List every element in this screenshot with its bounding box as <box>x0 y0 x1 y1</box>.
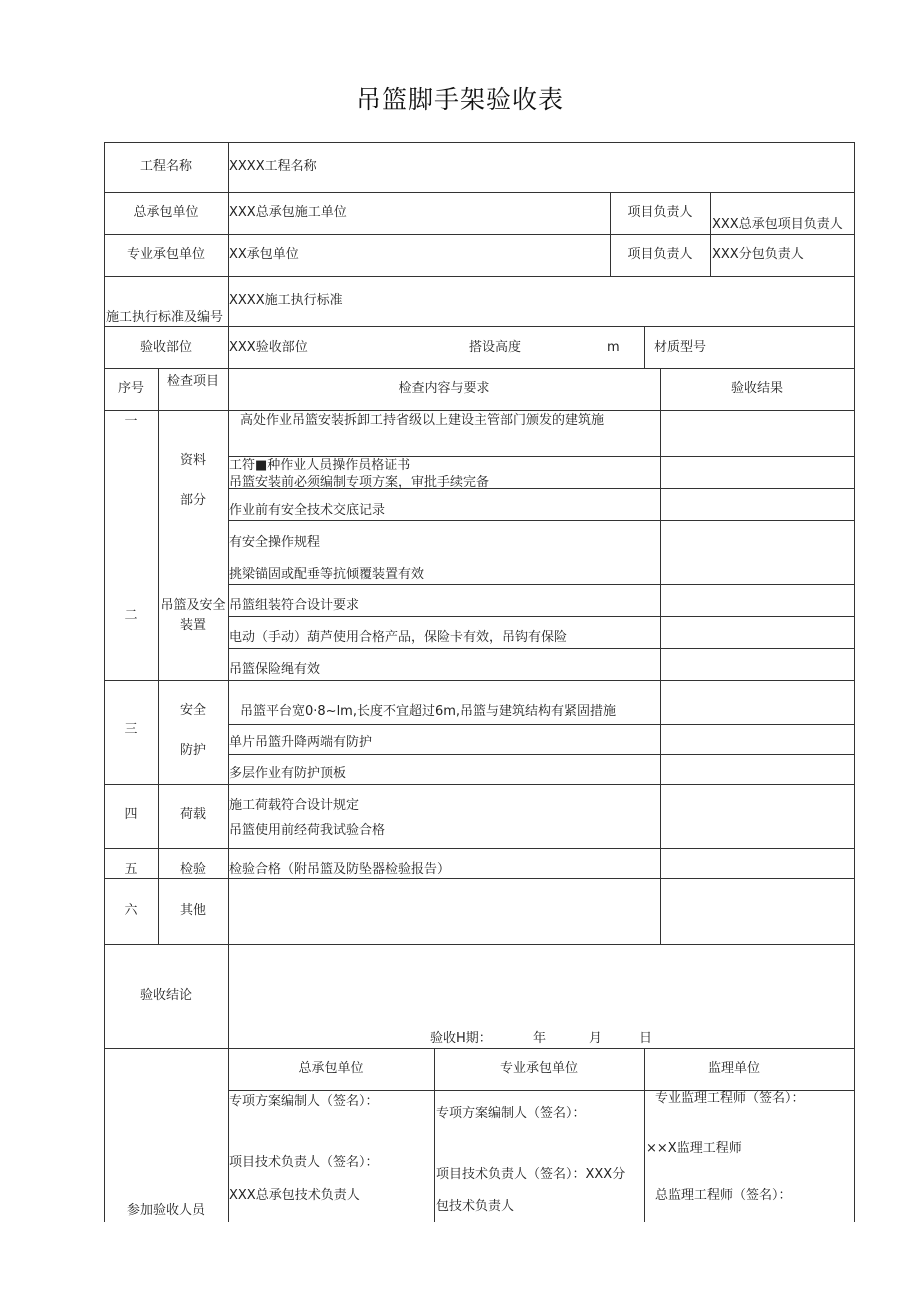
conclusion-day: 日 <box>639 1031 653 1046</box>
section-2-seq: 二 <box>124 608 138 623</box>
section-1-row-2: 工符■种作业人员操作员格证书 <box>229 458 411 473</box>
section-5-row-1: 检验合格（附吊篮及防坠器检验报告） <box>229 862 451 877</box>
acceptance-part-value: XXX验收部位 <box>229 340 308 355</box>
section-3-row-3: 多层作业有防护顶板 <box>229 766 347 781</box>
column-seq: 序号 <box>117 381 144 396</box>
section-1-row-5: 有安全操作规程 <box>229 535 321 550</box>
section-4-name: 荷载 <box>179 807 206 822</box>
height-unit: m <box>607 340 620 355</box>
section-3-seq: 三 <box>124 722 138 737</box>
height-label: 搭设高度 <box>469 340 522 355</box>
section-1-row-1: 高处作业吊篮安装拆卸工持省级以上建设主管部门颁发的建筑施 <box>240 413 605 428</box>
section-1-name-1: 资料 <box>179 453 206 468</box>
column-content: 检查内容与要求 <box>398 381 490 396</box>
section-5-seq: 五 <box>124 862 138 877</box>
standard-value: XXXX施工执行标准 <box>229 293 343 308</box>
participants-col1-header: 总承包单位 <box>298 1061 364 1076</box>
standard-label: 施工执行标准及编号 <box>106 310 224 325</box>
section-3-row-2: 单片吊篮升降两端有防护 <box>229 735 373 750</box>
project-manager-value-2: XXX分包负责人 <box>712 247 804 262</box>
section-4-row-1: 施工荷载符合设计规定 <box>229 798 360 813</box>
conclusion-date-prefix: 验收H期： <box>430 1031 492 1046</box>
conclusion-year: 年 <box>533 1031 547 1046</box>
participants-col3-line2: ××X监理工程师 <box>646 1141 742 1156</box>
section-2-row-3: 电动（手动）葫芦使用合格产品，保险卡有效，吊钩有保险 <box>229 630 568 645</box>
section-2-row-4: 吊篮保险绳有效 <box>229 662 321 677</box>
section-2-name-1: 吊篮及安全 <box>160 598 226 613</box>
participants-col3-line3: 总监理工程师（签名）： <box>655 1188 792 1203</box>
participants-col1-line1: 专项方案编制人（签名）： <box>229 1094 379 1109</box>
column-result: 验收结果 <box>730 381 783 396</box>
project-manager-label-2: 项目负责人 <box>627 247 693 262</box>
section-6-seq: 六 <box>124 903 138 918</box>
section-2-row-1: 挑梁锚固或配垂等抗倾覆装置有效 <box>229 567 425 582</box>
participants-col3-line1: 专业监理工程师（签名）： <box>655 1091 805 1106</box>
section-1-row-3: 吊篮安装前必须编制专项方案，审批手续完备 <box>229 475 490 490</box>
project-manager-value-1: XXX总承包项目负责人 <box>712 217 843 232</box>
participants-col3-header: 监理单位 <box>707 1061 760 1076</box>
section-1-seq: 一 <box>124 414 138 429</box>
project-manager-label-1: 项目负责人 <box>627 205 693 220</box>
page-title: 吊篮脚手架验收表 <box>355 85 564 114</box>
section-2-row-2: 吊篮组装符合设计要求 <box>229 598 360 613</box>
section-6-name: 其他 <box>179 903 206 918</box>
section-4-seq: 四 <box>124 807 138 822</box>
section-1-row-4: 作业前有安全技术交底记录 <box>229 503 386 518</box>
section-2-name-2: 装置 <box>179 618 206 633</box>
conclusion-label: 验收结论 <box>139 988 192 1003</box>
material-label: 材质型号 <box>654 340 707 355</box>
section-3-name-1: 安全 <box>179 703 206 718</box>
participants-col2-header: 专业承包单位 <box>499 1061 578 1076</box>
section-4-row-2: 吊篮使用前经荷我试验合格 <box>229 823 386 838</box>
column-item: 检查项目 <box>166 374 219 389</box>
participants-col1-line3: XXX总承包技术负责人 <box>229 1188 360 1203</box>
participants-col2-line3: 包技术负责人 <box>436 1199 515 1214</box>
conclusion-month: 月 <box>589 1031 603 1046</box>
general-contractor-value: XXX总承包施工单位 <box>229 205 347 220</box>
subcontractor-value: XX承包单位 <box>229 247 299 262</box>
subcontractor-label: 专业承包单位 <box>126 247 205 262</box>
participants-col2-line1: 专项方案编制人（签名）： <box>436 1106 586 1121</box>
project-name-label: 工程名称 <box>139 159 192 174</box>
section-5-name: 检验 <box>179 862 206 877</box>
participants-label: 参加验收人员 <box>126 1203 205 1218</box>
section-1-name-2: 部分 <box>179 493 206 508</box>
acceptance-part-label: 验收部位 <box>139 340 192 355</box>
participants-col2-line2: 项目技术负责人（签名）：XXX分 <box>436 1167 626 1182</box>
section-3-row-1: 吊篮平台宽0·8~lm,长度不宜超过6m,吊篮与建筑结构有紧固措施 <box>240 704 617 719</box>
general-contractor-label: 总承包单位 <box>133 205 199 220</box>
section-3-name-2: 防护 <box>179 743 206 758</box>
project-name-value: XXXX工程名称 <box>229 159 317 174</box>
participants-col1-line2: 项目技术负责人（签名）： <box>229 1155 379 1170</box>
